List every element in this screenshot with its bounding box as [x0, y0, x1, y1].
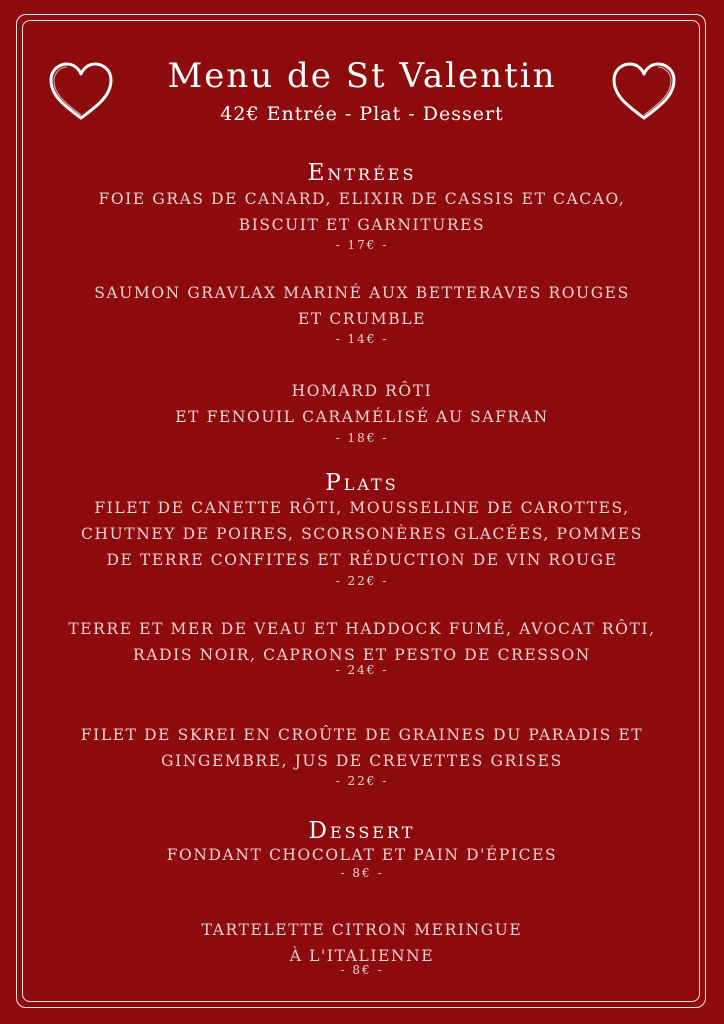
- dish-price: - 22€ -: [335, 774, 389, 788]
- dish-price: - 22€ -: [335, 574, 389, 588]
- dish-name: FONDANT CHOCOLAT ET PAIN D'ÉPICES: [166, 846, 558, 864]
- dish-price: - 17€ -: [335, 238, 389, 252]
- dish-name: FILET DE CANETTE RÔTI, MOUSSELINE DE CAROTTES, CHUTNEY DE POIRES, SCORSONÈRES GLACÉES, POMMES DE TERRE CONFITES ET RÉDUCTION DE VIN ROUGE: [81, 499, 643, 569]
- dish-name: HOMARD RÔTI ET FENOUIL CARAMÉLISÉ AU SAFRAN: [175, 382, 549, 426]
- dish-price: - 8€ -: [340, 963, 384, 977]
- section-title-entrees: Entrées: [307, 160, 417, 186]
- dish-price: - 18€ -: [335, 431, 389, 445]
- dish-name: FOIE GRAS DE CANARD, ELIXIR DE CASSIS ET CACAO, BISCUIT ET GARNITURES: [98, 190, 626, 234]
- dish-name: FILET DE SKREI EN CROÛTE DE GRAINES DU PARADIS ET GINGEMBRE, JUS DE CREVETTES GRISES: [80, 726, 644, 770]
- section-title-dessert: Dessert: [308, 818, 416, 844]
- dish-name: SAUMON GRAVLAX MARINÉ AUX BETTERAVES ROUGES ET CRUMBLE: [94, 284, 630, 328]
- section-title-plats: Plats: [325, 470, 399, 496]
- dish-name: TARTELETTE CITRON MERINGUE À L'ITALIENNE: [201, 921, 523, 965]
- dish-price: - 24€ -: [335, 663, 389, 677]
- dish-price: - 8€ -: [340, 866, 384, 880]
- menu-title: Menu de St Valentin: [167, 56, 557, 96]
- dish-price: - 14€ -: [335, 332, 389, 346]
- menu-subtitle: 42€ Entrée - Plat - Dessert: [220, 103, 504, 125]
- dish-name: TERRE ET MER DE VEAU ET HADDOCK FUMÉ, AVOCAT RÔTI, RADIS NOIR, CAPRONS ET PESTO DE CRESSON: [68, 620, 656, 664]
